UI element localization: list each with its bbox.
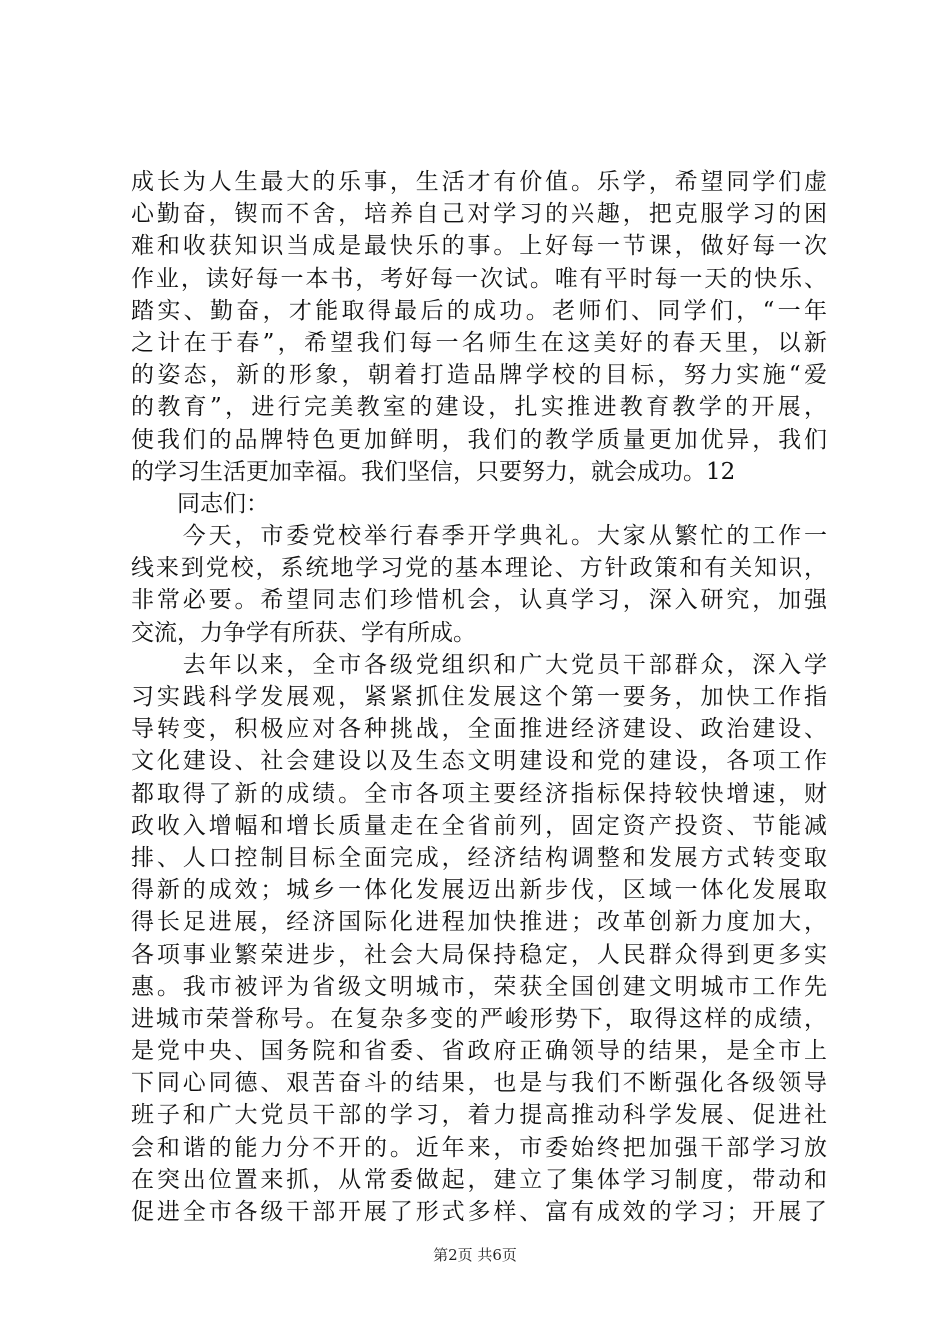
text-line: 惠。我市被评为省级文明城市，荣获全国创建文明城市工作先 bbox=[131, 973, 827, 1000]
text-line: 的姿态，新的形象，朝着打造品牌学校的目标，努力实施“爱 bbox=[131, 362, 827, 389]
text-line: 得长足进展，经济国际化进程加快推进；改革创新力度加大， bbox=[131, 909, 827, 936]
text-line: 得新的成效；城乡一体化发展迈出新步伐，区域一体化发展取 bbox=[131, 877, 827, 904]
text-line: 交流，力争学有所获、学有所成。 bbox=[131, 619, 476, 646]
text-line: 促进全市各级干部开展了形式多样、富有成效的学习；开展了 bbox=[131, 1199, 827, 1225]
text-line: 成长为人生最大的乐事，生活才有价值。乐学，希望同学们虚 bbox=[131, 169, 827, 195]
text-line: 都取得了新的成绩。全市各项主要经济指标保持较快增速，财 bbox=[131, 780, 827, 807]
text-line: 线来到党校，系统地学习党的基本理论、方针政策和有关知识， bbox=[131, 555, 827, 582]
text-line: 文化建设、社会建设以及生态文明建设和党的建设，各项工作 bbox=[131, 748, 827, 775]
text-line: 之计在于春”，希望我们每一名师生在这美好的春天里，以新 bbox=[131, 329, 827, 356]
text-line: 政收入增幅和增长质量走在全省前列，固定资产投资、节能减 bbox=[131, 812, 827, 839]
text-line: 会和谐的能力分不开的。近年来，市委始终把加强干部学习放 bbox=[131, 1134, 827, 1161]
text-line: 在突出位置来抓，从常委做起，建立了集体学习制度，带动和 bbox=[131, 1166, 827, 1193]
text-line: 的学习生活更加幸福。我们坚信，只要努力，就会成功。12 bbox=[131, 458, 736, 485]
text-line: 是党中央、国务院和省委、省政府正确领导的结果，是全市上 bbox=[131, 1038, 827, 1065]
text-line: 进城市荣誉称号。在复杂多变的严峻形势下，取得这样的成绩， bbox=[131, 1005, 827, 1032]
text-line: 的教育”，进行完美教室的建设，扎实推进教育教学的开展， bbox=[131, 394, 827, 421]
text-line: 去年以来，全市各级党组织和广大党员干部群众，深入学 bbox=[131, 651, 827, 678]
text-line: 导转变，积极应对各种挑战，全面推进经济建设、政治建设、 bbox=[131, 716, 827, 743]
text-line: 各项事业繁荣进步，社会大局保持稳定，人民群众得到更多实 bbox=[131, 941, 827, 968]
text-line: 非常必要。希望同志们珍惜机会，认真学习，深入研究，加强 bbox=[131, 587, 827, 614]
text-line: 今天，市委党校举行春季开学典礼。大家从繁忙的工作一 bbox=[131, 523, 827, 550]
text-line: 作业，读好每一本书，考好每一次试。唯有平时每一天的快乐、 bbox=[131, 265, 827, 292]
text-line: 同志们： bbox=[131, 490, 269, 517]
text-line: 排、人口控制目标全面完成，经济结构调整和发展方式转变取 bbox=[131, 844, 827, 871]
text-line: 使我们的品牌特色更加鲜明，我们的教学质量更加优异，我们 bbox=[131, 426, 827, 453]
body-text bbox=[131, 166, 827, 1228]
text-line: 心勤奋，锲而不舍，培养自己对学习的兴趣，把克服学习的困 bbox=[131, 201, 827, 228]
text-line: 习实践科学发展观，紧紧抓住发展这个第一要务，加快工作指 bbox=[131, 684, 827, 710]
text-line: 踏实、勤奋，才能取得最后的成功。老师们、同学们，“一年 bbox=[131, 297, 827, 324]
text-line: 班子和广大党员干部的学习，着力提高推动科学发展、促进社 bbox=[131, 1102, 827, 1129]
text-line: 下同心同德、艰苦奋斗的结果，也是与我们不断强化各级领导 bbox=[131, 1070, 827, 1097]
page-footer: 第2页 共6页 bbox=[433, 1246, 517, 1264]
text-line: 难和收获知识当成是最快乐的事。上好每一节课，做好每一次 bbox=[131, 233, 827, 260]
